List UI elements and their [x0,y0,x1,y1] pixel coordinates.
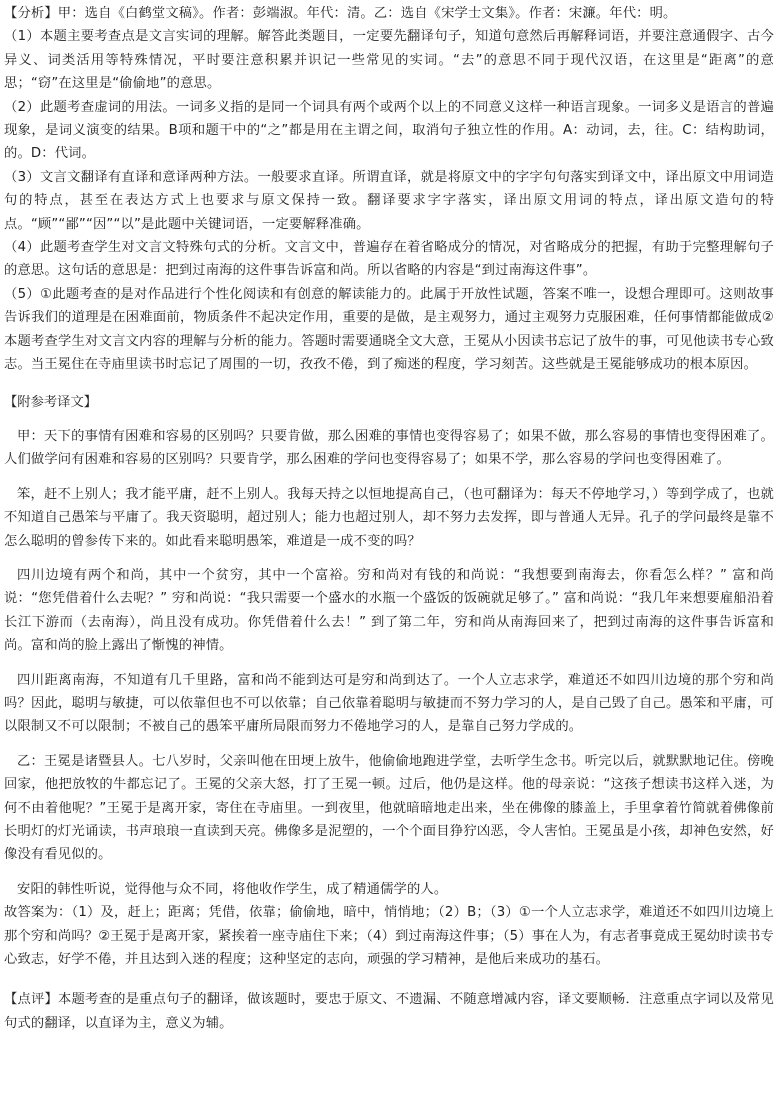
analysis-intro: 【分析】甲：选自《白鹤堂文稿》。作者：彭端淑。年代：清。乙：选自《宋学士文集》。作者：宋濂。年代：明。 [4,6,677,21]
analysis-q2: （2）此题考查虚词的用法。一词多义指的是同一个词具有两个或两个以上的不同意义这样一种语言现象。一词多义是语言的普遍现象，是词义演变的结果。B项和题干中的“之”都是用在主谓之间，取消句子独立性的作用。A：动词，去，往。C：结构助词，的。D：代词。 [4,99,774,162]
translation-paragraph-2: 笨，赶不上别人；我才能平庸，赶不上别人。我每天持之以恒地提高自己，（也可翻译为：每天不停地学习，）等到学成了，也就不知道自己愚笨与平庸了。我天资聪明，超过别人；能力也超过别人，却不努力去发挥，即与普通人无异。孔子的学问最终是靠不怎么聪明的曾参传下来的。如此看来聪明愚笨，难道是一成不变的吗？ [4,486,774,549]
spacer [4,553,774,564]
translation-paragraph-1: 甲：天下的事情有困难和容易的区别吗？只要肯做，那么困难的事情也变得容易了；如果不做，那么容易的事情也变得困难了。人们做学问有困难和容易的区别吗？只要肯学，那么困难的学问也变得容易了；如果不学，那么容易的学问也变得困难了。 [4,428,774,468]
analysis-q5: （5）①此题考查的是对作品进行个性化阅读和有创意的解读能力的。此属于开放性试题，答案不唯一，设想合理即可。这则故事告诉我们的道理是在困难面前，物质条件不起决定作用，重要的是做，是主观努力，通过主观努力克服困难，任何事情都能做成②本题考查学生对文言文内容的理解与分析的能力。答题时需要通晓全文大意，王冕从小因读书忘记了放牛的事，可见他读书专心致志。当王冕住在寺庙里读书时忘记了周围的一切，孜孜不倦，到了痴迷的程度，学习刻苦。这些就是王冕能够成功的根本原因。 [4,286,774,373]
spacer [4,377,774,391]
spacer [4,739,774,750]
spacer [4,472,774,483]
translation-paragraph-5: 乙：王冕是诸暨县人。七八岁时，父亲叫他在田埂上放牛，他偷偷地跑进学堂，去听学生念书。听完以后，就默默地记住。傍晚回家，他把放牧的牛都忘记了。王冕的父亲大怒，打了王冕一顿。过后，他仍是这样。他的母亲说：“这孩子想读书这样入迷，为何不由着他呢？”王冕于是离开家，寄住在寺庙里。一到夜里，他就暗暗地走出来，坐在佛像的膝盖上，手里拿着竹简就着佛像前长明灯的灯光诵读，书声琅琅一直读到天亮。佛像多是泥塑的，一个个面目狰狞凶恶，令人害怕。王冕虽是小孩，却神色安然，好像没有看见似的。 [4,753,774,863]
translation-paragraph-6: 安阳的韩性听说，觉得他与众不同，将他收作学生，成了精通儒学的人。 [17,881,448,897]
translation-paragraph-4: 四川距离南海，不知道有几千里路，富和尚不能到达可是穷和尚到达了。一个人立志求学，难道还不如四川边境的那个穷和尚吗？因此，聪明与敏捷，可以依靠但也不可以依靠；自己依靠着聪明与敏捷而不努力学习的人，是自己毁了自己。愚笨和平庸，可以限制又不可以限制；不被自己的愚笨平庸所局限而努力不倦地学习的人，是靠自己努力学成的。 [4,672,774,735]
spacer [4,658,774,669]
spacer [4,971,774,988]
translation-section [4,391,774,902]
translation-paragraph-3: 四川边境有两个和尚，其中一个贫穷，其中一个富裕。穷和尚对有钱的和尚说：“我想要到南海去，你看怎么样？” 富和尚说：“您凭借着什么去呢？” 穷和尚说：“我只需要一个盛水的水瓶一个盛饭的饭碗就足够了。” 富和尚说：“我几年来想要雇船沿着长江下游而（去南海），尚且没有成功。你凭借着什么去！” 到了第二年，穷和尚从南海回来了，把到过南海的这件事告诉富和尚。富和尚的脸上露出了惭愧的神情。 [4,567,774,654]
analysis-q3: （3）文言文翻译有直译和意译两种方法。一般要求直译。所谓直译，就是将原文中的字字句句落实到译文中，译出原文中用词造句的特点，甚至在表达方式上也要求与原文保持一致。翻译要求字字落实，译出原文用词的特点，译出原文造句的特点。“顾”“鄙”“因”“以”是此题中关键词语，一定要解释准确。 [4,169,774,232]
analysis-q4: （4）此题考查学生对文言文特殊句式的分析。文言文中，普遍存在着省略成分的情况，对省略成分的把握，有助于完整理解句子的意思。这句话的意思是：把到过南海的这件事告诉富和尚。所以省略的内容是“到过南海这件事”。 [4,240,774,279]
comment-paragraph: 【点评】本题考查的是重点句子的翻译，做该题时，要忠于原文、不遗漏、不随意增减内容，译文要顺畅．注意重点字词以及常见句式的翻译，以直译为主，意义为辅。 [4,992,774,1031]
spacer [4,414,774,425]
spacer [4,867,774,878]
analysis-section [4,2,774,377]
translation-heading: 【附参考译文】 [4,394,98,410]
answer-paragraph: 故答案为：（1）及，赶上；距离；凭借，依靠；偷偷地，暗中，悄悄地；（2）B；（3）①一个人立志求学，难道还不如四川边境上那个穷和尚吗？②王冕于是离开家，紧挨着一座寺庙住下来；（4）到过南海这件事；（5）事在人为，有志者事竟成王冕幼时读书专心致志，好学不倦，并且达到入迷的程度；这种坚定的志向，顽强的学习精神，是他后来成功的基石。 [4,905,774,968]
analysis-q1: （1）本题主要考查点是文言实词的理解。解答此类题目，一定要先翻译句子，知道句意然后再解释词语，并要注意通假字、古今异义、词类活用等特殊情况，平时要注意积累并识记一些常见的实词。“去”的意思不同于现代汉语，在这里是“距离”的意思；“窃”在这里是“偷偷地”的意思。 [4,29,774,92]
